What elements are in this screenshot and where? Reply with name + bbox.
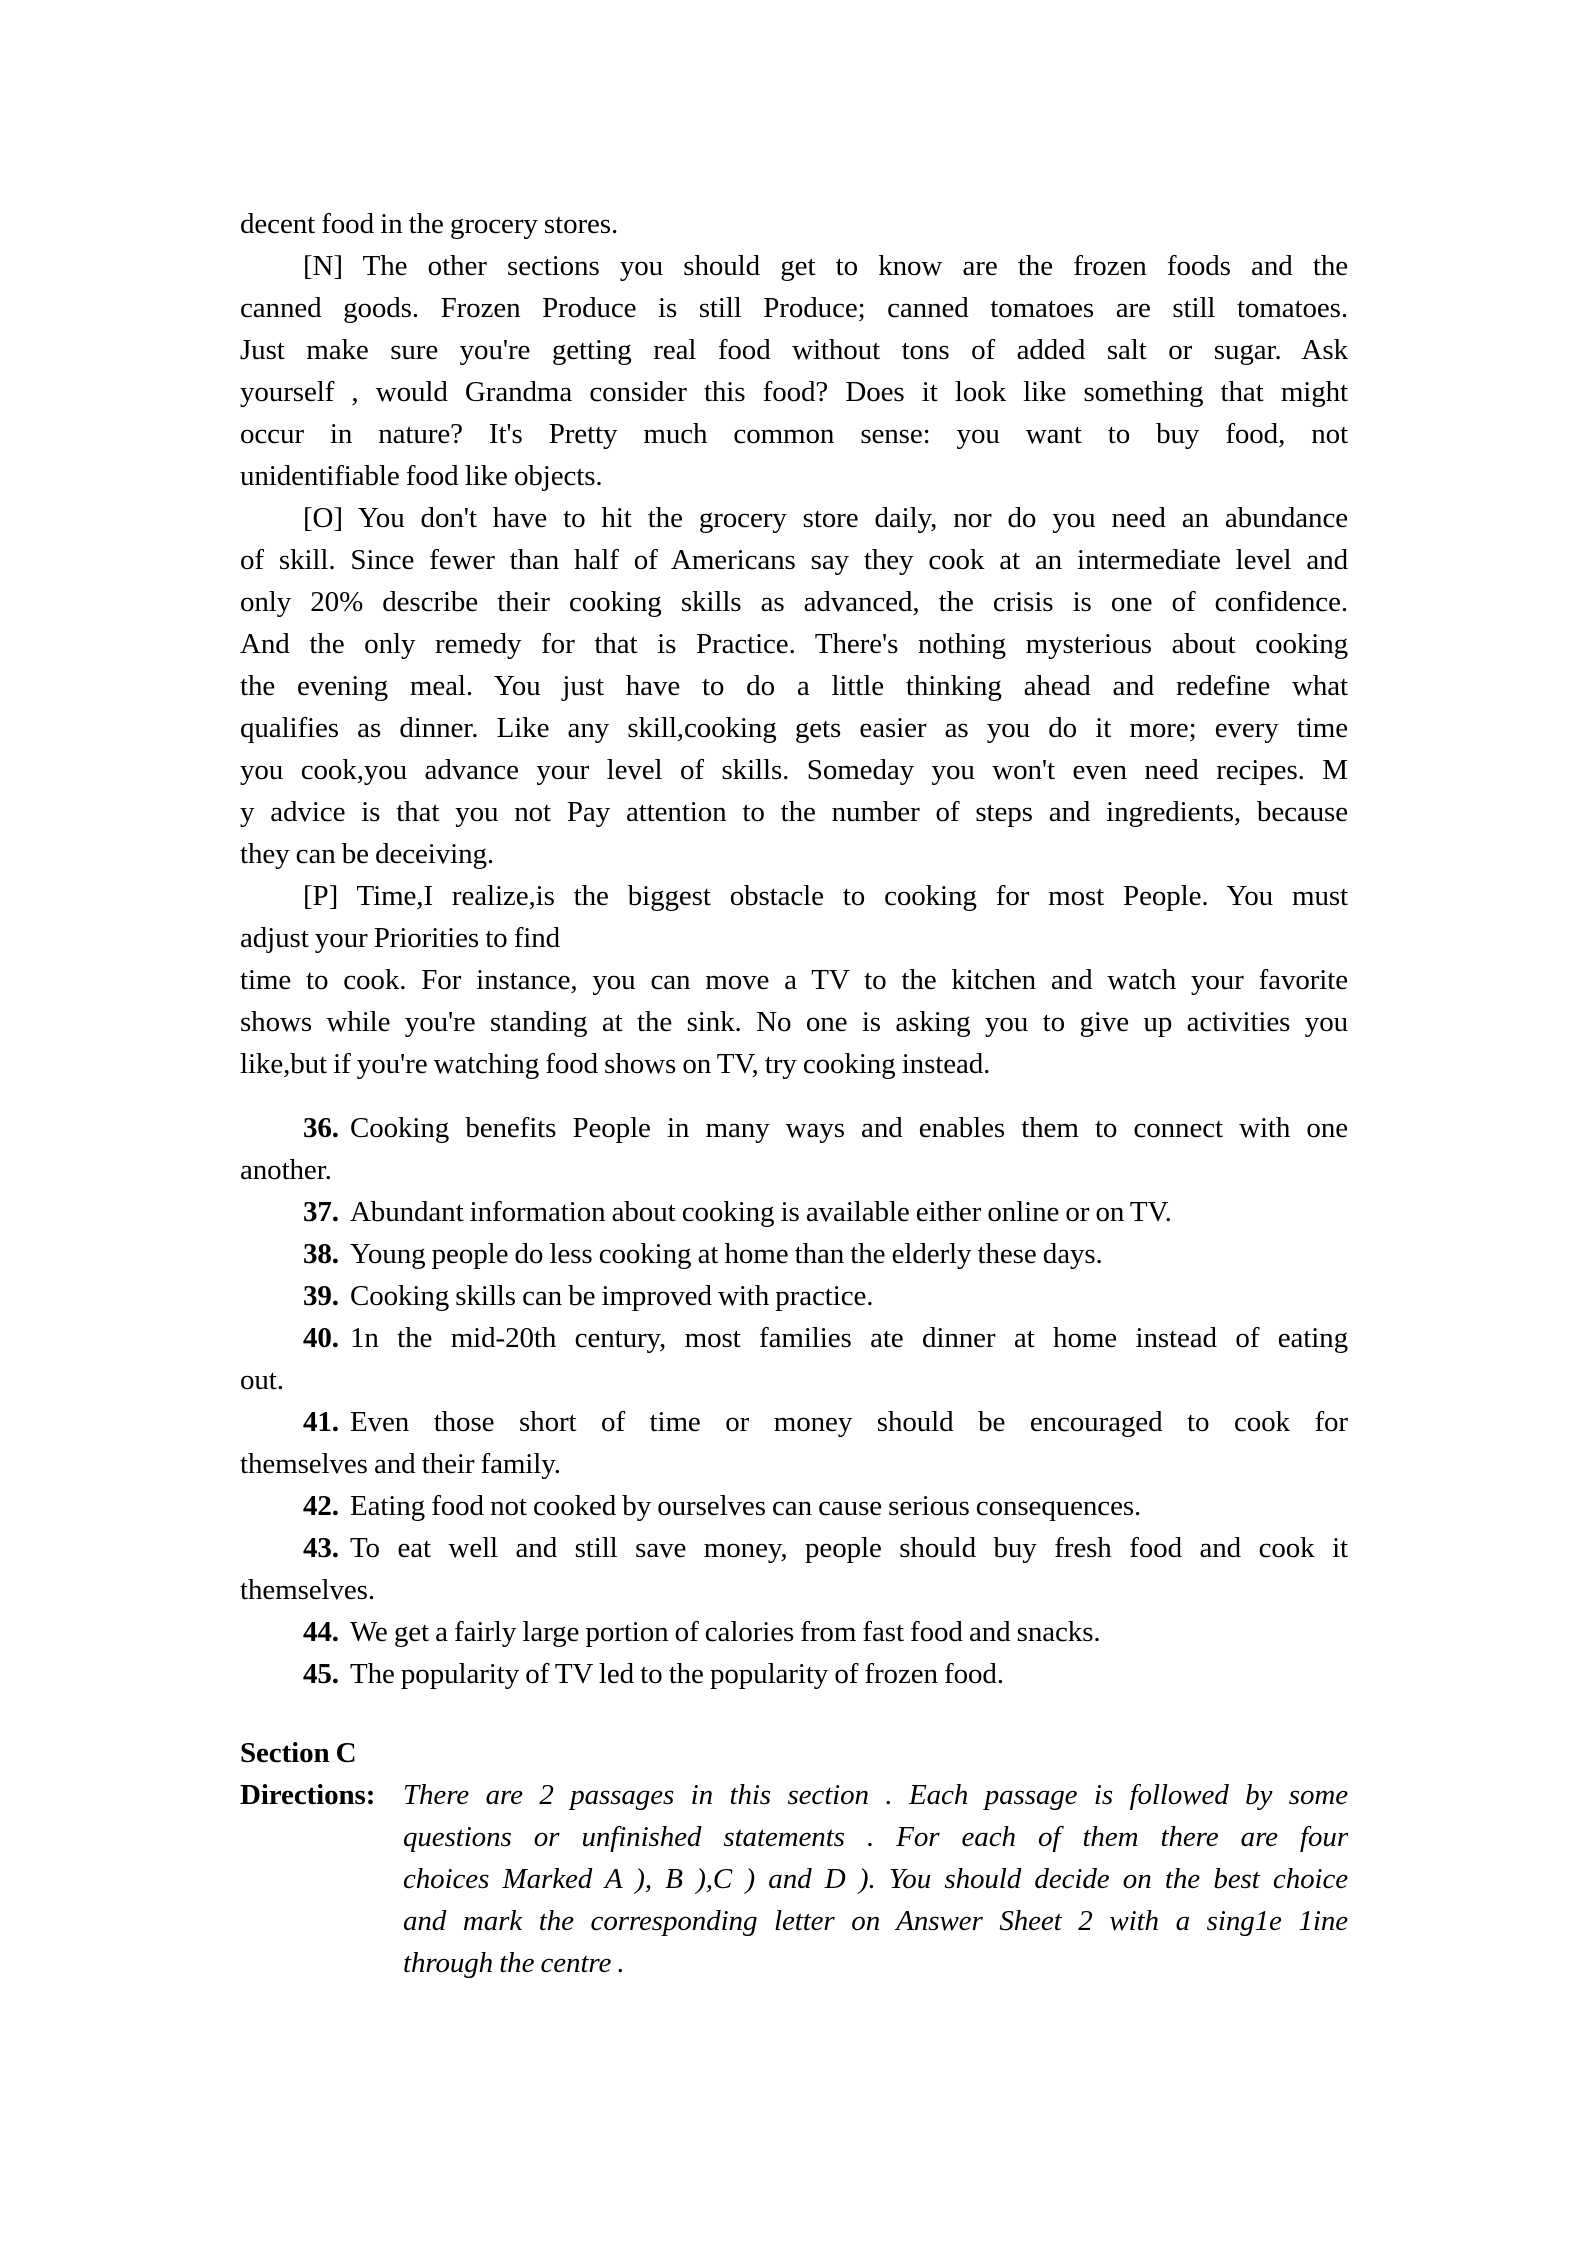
question-line xyxy=(240,1191,1348,1233)
passage-line: time to cook. For instance, you can move a TV to the kitchen and watch your favorite xyxy=(240,964,1348,996)
directions-line: questions or unfinished statements . For each of them there are four xyxy=(403,1821,1348,1853)
question-number: 42. xyxy=(303,1490,339,1522)
question-text: Cooking benefits People in many ways and enables them to connect with one xyxy=(349,1112,1348,1144)
question-line xyxy=(240,1653,1348,1695)
passage-line: [O] You don't have to hit the grocery store daily, nor do you need an abundance xyxy=(303,502,1348,534)
vertical-spacer xyxy=(240,1695,1348,1732)
question-number: 38. xyxy=(303,1238,339,1270)
directions-line: through the centre . xyxy=(403,1947,625,1979)
passage-line: And the only remedy for that is Practice. There's nothing mysterious about cooking xyxy=(240,628,1348,660)
passage-line: unidentifiable food like objects. xyxy=(240,460,603,492)
question-text: Eating food not cooked by ourselves can cause serious consequences. xyxy=(349,1490,1142,1522)
question-text: Cooking skills can be improved with practice. xyxy=(349,1280,874,1312)
passage-line: Just make sure you're getting real food without tons of added salt or sugar. Ask xyxy=(240,334,1348,366)
question-number: 36. xyxy=(303,1112,339,1144)
passage-line: y advice is that you not Pay attention to the number of steps and ingredients, because xyxy=(240,796,1348,828)
passage-line: decent food in the grocery stores. xyxy=(240,208,619,240)
vertical-spacer xyxy=(240,1085,1348,1107)
passage-line: only 20% describe their cooking skills as advanced, the crisis is one of confidence. xyxy=(240,586,1348,618)
question-line: themselves. xyxy=(240,1574,376,1606)
question-line xyxy=(240,1485,1348,1527)
passage-line: shows while you're standing at the sink. No one is asking you to give up activities you xyxy=(240,1006,1348,1038)
question-number: 45. xyxy=(303,1658,339,1690)
question-text: To eat well and still save money, people should buy fresh food and cook it xyxy=(349,1532,1348,1564)
question-number: 40. xyxy=(303,1322,339,1354)
passage-line: they can be deceiving. xyxy=(240,838,495,870)
passage-line: occur in nature? It's Pretty much common sense: you want to buy food, not xyxy=(240,418,1348,450)
question-text: Even those short of time or money should be encouraged to cook for xyxy=(349,1406,1348,1438)
passage-line: of skill. Since fewer than half of Americans say they cook at an intermediate level and xyxy=(240,544,1348,576)
passage-line: adjust your Priorities to find xyxy=(240,922,561,954)
question-text: Young people do less cooking at home than the elderly these days. xyxy=(349,1238,1103,1270)
passage-line: [N] The other sections you should get to know are the frozen foods and the xyxy=(303,250,1348,282)
directions-line: There are 2 passages in this section . Each passage is followed by some xyxy=(403,1779,1348,1811)
question-line xyxy=(240,1275,1348,1317)
question-line xyxy=(240,1611,1348,1653)
question-number: 44. xyxy=(303,1616,339,1648)
question-number: 43. xyxy=(303,1532,339,1564)
question-line: out. xyxy=(240,1364,284,1396)
directions-block xyxy=(240,1774,1348,1984)
passage-line: like,but if you're watching food shows on TV, try cooking instead. xyxy=(240,1048,991,1080)
question-line xyxy=(240,1527,1348,1569)
question-line: another. xyxy=(240,1154,332,1186)
question-line: themselves and their family. xyxy=(240,1448,561,1480)
section-heading: Section C xyxy=(240,1737,357,1769)
question-number: 37. xyxy=(303,1196,339,1228)
question-text: Abundant information about cooking is available either online or on TV. xyxy=(349,1196,1172,1228)
question-number: 41. xyxy=(303,1406,339,1438)
passage-line: canned goods. Frozen Produce is still Produce; canned tomatoes are still tomatoes. xyxy=(240,292,1348,324)
question-line xyxy=(240,1233,1348,1275)
directions-line: choices Marked A ), B ),C ) and D ). You should decide on the best choice xyxy=(403,1863,1348,1895)
directions-line: and mark the corresponding letter on Answer Sheet 2 with a sing1e 1ine xyxy=(403,1905,1348,1937)
passage-line: qualifies as dinner. Like any skill,cooking gets easier as you do it more; every time xyxy=(240,712,1348,744)
passage-line: yourself , would Grandma consider this food? Does it look like something that might xyxy=(240,376,1348,408)
question-text: We get a fairly large portion of calories from fast food and snacks. xyxy=(349,1616,1101,1648)
passage-line: [P] Time,I realize,is the biggest obstacle to cooking for most People. You must xyxy=(303,880,1348,912)
question-line xyxy=(240,1317,1348,1359)
question-line xyxy=(240,1401,1348,1443)
passage-line: the evening meal. You just have to do a little thinking ahead and redefine what xyxy=(240,670,1348,702)
passage-line: you cook,you advance your level of skills. Someday you won't even need recipes. M xyxy=(240,754,1348,786)
question-text: The popularity of TV led to the popularity of frozen food. xyxy=(349,1658,1004,1690)
question-text: 1n the mid-20th century, most families ate dinner at home instead of eating xyxy=(349,1322,1348,1354)
question-number: 39. xyxy=(303,1280,339,1312)
directions-label: Directions: xyxy=(240,1779,376,1811)
question-line xyxy=(240,1107,1348,1149)
text-block xyxy=(240,203,1348,1984)
